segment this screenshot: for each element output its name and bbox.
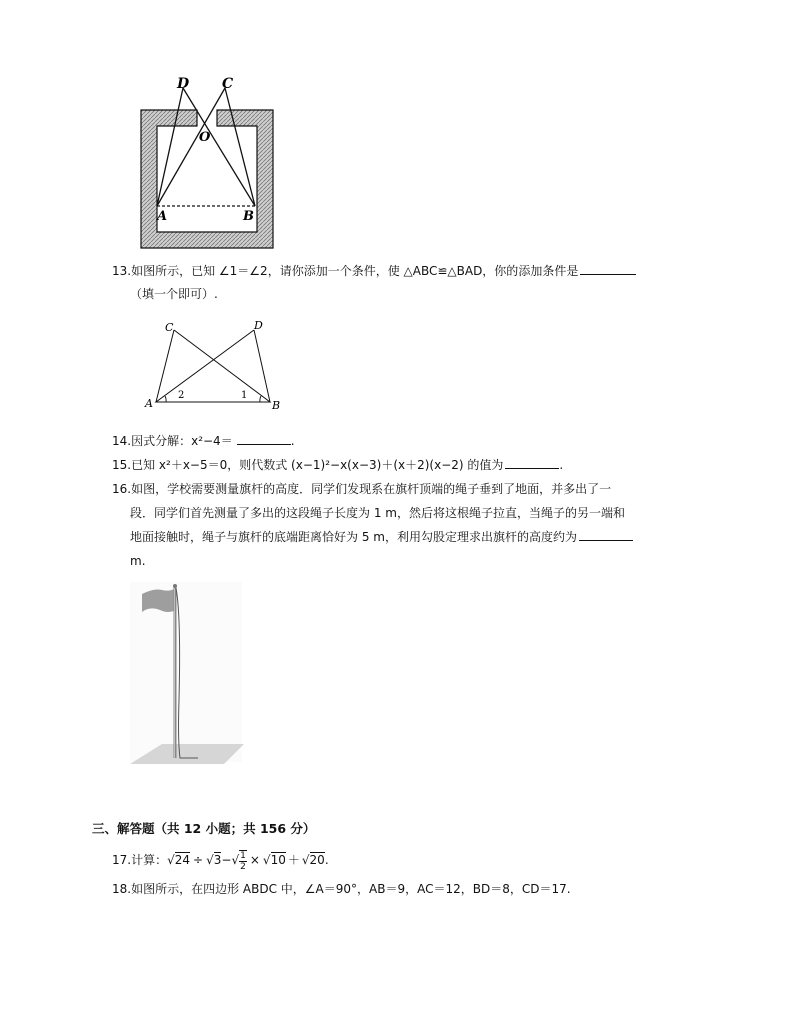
line-ad (157, 88, 183, 206)
q14-text: 因式分解：x²−4＝ (131, 434, 233, 448)
sqrt-24-radicand: 24 (174, 853, 191, 867)
q18-line (112, 880, 571, 898)
q13-text-1: 如图所示，已知 ∠1＝∠2，请你添加一个条件，使 △ABC≌△BAD，你的添加条件是 (131, 264, 579, 278)
frac-den: 2 (240, 861, 246, 872)
sqrt-3-radicand: 3 (213, 853, 222, 867)
angle-1-arc (260, 396, 261, 402)
q17-tail: . (324, 853, 329, 867)
q18-text: 如图所示，在四边形 ABDC 中，∠A＝90°，AB＝9，AC＝12，BD＝8，CD＝17. (131, 882, 571, 896)
label-b: B (243, 209, 254, 224)
label-angle1: 1 (241, 390, 248, 401)
triangles-figure (140, 316, 290, 416)
line-bc (225, 88, 255, 206)
q14-line (112, 432, 295, 450)
q17-number: 17. (112, 853, 132, 867)
sqrt-20-radicand: 20 (309, 853, 325, 867)
pole-top (173, 584, 177, 588)
q13-text-2: （填一个即可）. (130, 287, 218, 301)
q17-line (112, 846, 329, 874)
q16-line1 (112, 480, 611, 498)
q16-number: 16. (112, 482, 132, 496)
q17-div: ÷ (193, 853, 204, 867)
line-oa-upper (157, 88, 225, 206)
q16-answer-blank[interactable] (579, 529, 633, 541)
q14-tail: . (290, 434, 295, 448)
q15-number: 15. (112, 458, 132, 472)
label-a2: A (145, 397, 153, 410)
q16-text-2: 段．同学们首先测量了多出的这段绳子长度为 1 m，然后将这根绳子拉直，当绳子的另一端和 (130, 506, 625, 520)
sqrt-10-radicand: 10 (270, 853, 286, 867)
flagpole-figure (128, 580, 248, 770)
q13-number: 13. (112, 264, 132, 278)
q15-answer-blank[interactable] (505, 457, 559, 469)
q16-text-4: m. (130, 554, 146, 568)
sqrt-3: √3 (206, 853, 222, 867)
label-c2: C (165, 321, 174, 334)
q17-prefix: 计算： (131, 853, 168, 867)
label-d: D (177, 76, 190, 92)
tri-dba (156, 330, 270, 402)
q13-line1 (112, 262, 636, 280)
q16-line4 (130, 552, 146, 570)
label-d2: D (254, 319, 263, 332)
q15-tail: . (559, 458, 564, 472)
q17-plus: ＋ (287, 853, 300, 867)
q15-text: 已知 x²＋x−5＝0，则代数式 (x−1)²−x(x−3)＋(x＋2)(x−2) 的值为 (131, 458, 504, 472)
q16-line3 (130, 528, 633, 546)
angle-2-arc (165, 396, 166, 402)
label-b2: B (272, 399, 281, 412)
tri-cab (156, 330, 270, 402)
q16-text-3: 地面接触时，绳子与旗杆的底端距离恰好为 5 m，利用勾股定理求出旗杆的高度约为 (130, 530, 577, 544)
label-a: A (157, 209, 168, 224)
q13-answer-blank[interactable] (580, 263, 636, 275)
frac-num: 1 (240, 850, 246, 861)
q16-text-1: 如图，学校需要测量旗杆的高度．同学们发现系在旗杆顶端的绳子垂到了地面，并多出了一 (131, 482, 612, 496)
q14-number: 14. (112, 434, 132, 448)
fraction-half (239, 850, 247, 872)
sqrt-10: √10 (262, 853, 286, 867)
q17-times: × (249, 853, 260, 867)
section-3-title: 三、解答题（共 12 小题；共 156 分） (92, 821, 316, 836)
q18-number: 18. (112, 882, 132, 896)
sqrt-20: √20 (301, 853, 325, 867)
line-ob-upper (183, 88, 255, 206)
sqrt-half: √ $\frac{1}{2}$ (231, 850, 246, 872)
q16-line2 (130, 504, 625, 522)
label-angle2: 2 (178, 390, 185, 401)
q13-line2 (130, 285, 218, 303)
label-o: O (199, 130, 211, 145)
q17-minus: − (221, 853, 232, 867)
q15-line (112, 456, 563, 474)
building-figure (135, 70, 285, 255)
sqrt-24: √24 (167, 853, 191, 867)
label-c: C (222, 76, 234, 92)
q14-answer-blank[interactable] (237, 433, 291, 445)
